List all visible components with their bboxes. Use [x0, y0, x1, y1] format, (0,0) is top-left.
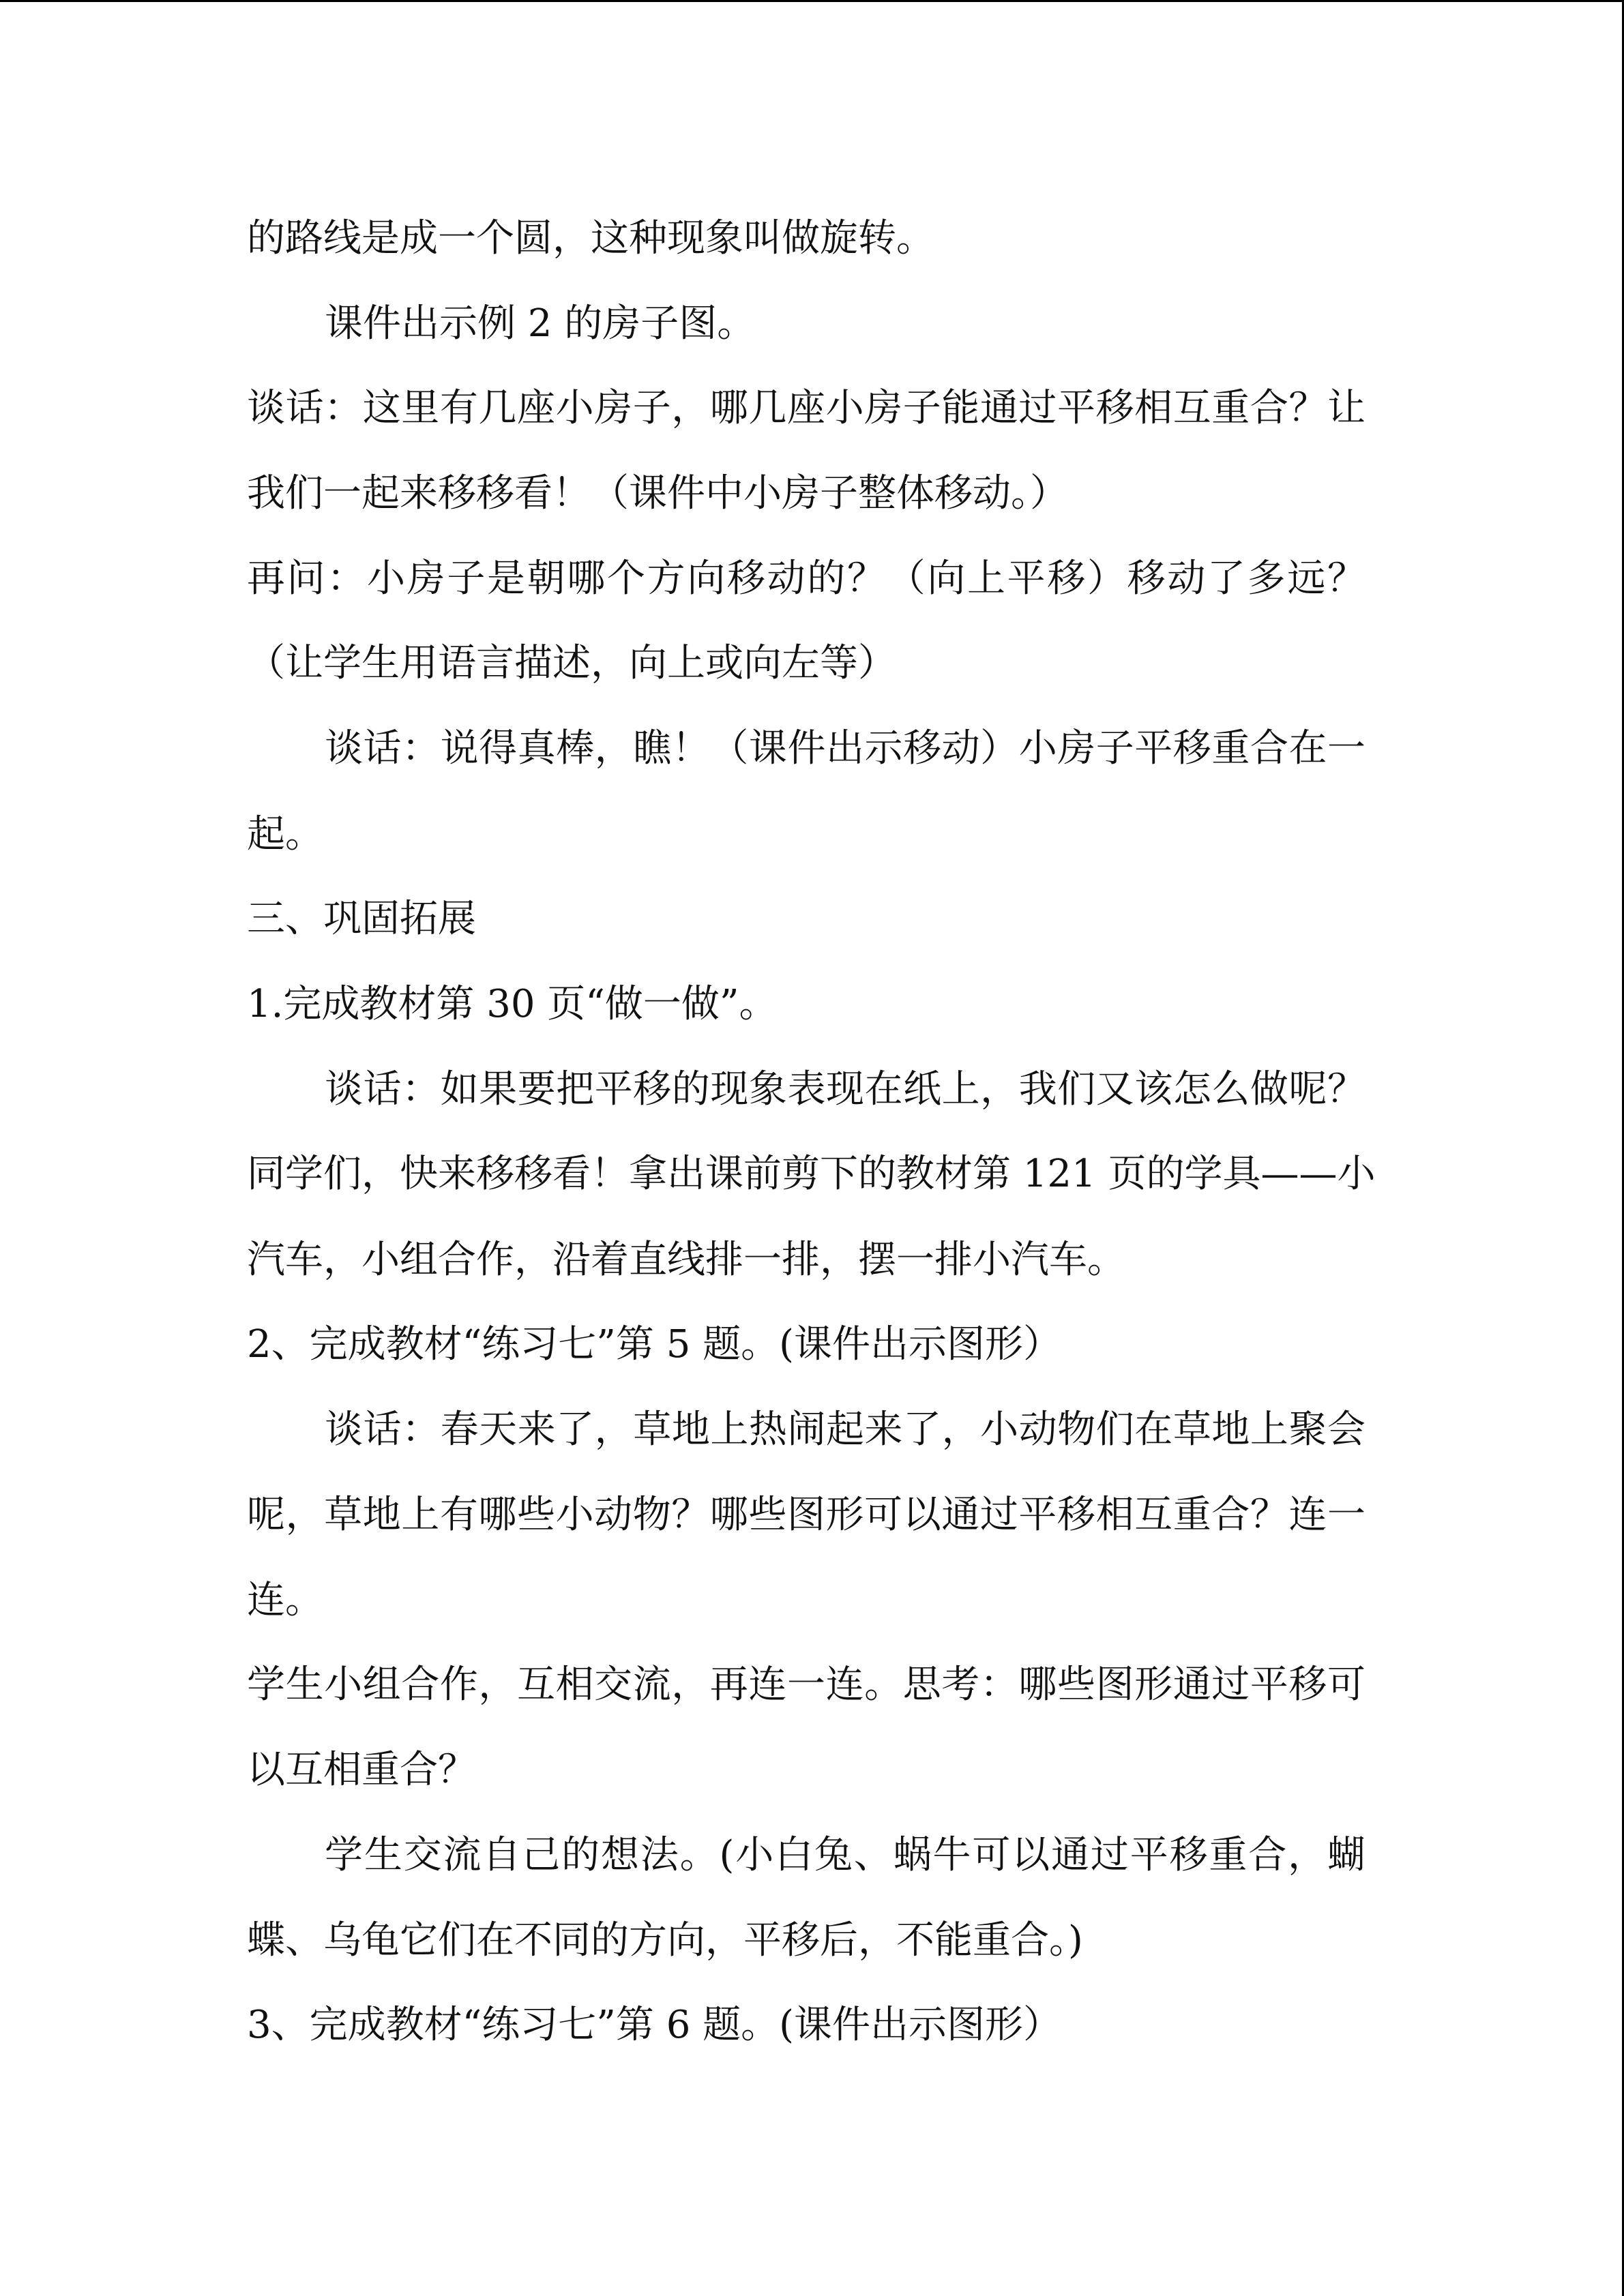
text-line: 谈话：这里有几座小房子，哪几座小房子能通过平移相互重合？让: [247, 386, 1365, 430]
text-line: 学生交流自己的想法。(小白兔、蜗牛可以通过平移重合，蝴: [325, 1833, 1365, 1877]
section-heading: 三、巩固拓展: [247, 897, 476, 941]
text-line: 呢，草地上有哪些小动物？哪些图形可以通过平移相互重合？连一: [247, 1493, 1365, 1537]
text-line: 1.完成教材第 30 页“做一做”。: [247, 982, 778, 1026]
text-line: 的路线是成一个圆，这种现象叫做旋转。: [247, 216, 934, 260]
text-line: 学生小组合作，互相交流，再连一连。思考：哪些图形通过平移可: [247, 1663, 1365, 1707]
text-line: 连。: [247, 1578, 323, 1622]
text-line: 谈话：春天来了，草地上热闹起来了，小动物们在草地上聚会: [325, 1407, 1365, 1452]
page-top-border: [0, 0, 1624, 2]
text-line: 蝶、乌龟它们在不同的方向，平移后，不能重合。): [247, 1918, 1083, 1963]
text-line: 谈话：说得真棒，瞧！（课件出示移动）小房子平移重合在一: [325, 726, 1365, 771]
text-line: 课件出示例 2 的房子图。: [325, 301, 756, 346]
text-line: 2、完成教材“练习七”第 5 题。(课件出示图形）: [247, 1322, 1061, 1367]
text-line: 再问：小房子是朝哪个方向移动的？（向上平移）移动了多远？: [247, 556, 1365, 601]
text-line: 我们一起来移移看！（课件中小房子整体移动。）: [247, 471, 1068, 516]
text-line: 谈话：如果要把平移的现象表现在纸上，我们又该怎么做呢？: [325, 1067, 1365, 1112]
text-line: 3、完成教材“练习七”第 6 题。(课件出示图形）: [247, 2003, 1061, 2047]
text-line: 以互相重合？: [247, 1748, 476, 1792]
text-line: 同学们，快来移移看！拿出课前剪下的教材第 121 页的学具——小: [247, 1152, 1376, 1196]
text-line: 起。: [247, 812, 323, 856]
text-line: （让学生用语言描述，向上或向左等）: [247, 641, 896, 685]
text-line: 汽车，小组合作，沿着直线排一排，摆一排小汽车。: [247, 1238, 1125, 1282]
